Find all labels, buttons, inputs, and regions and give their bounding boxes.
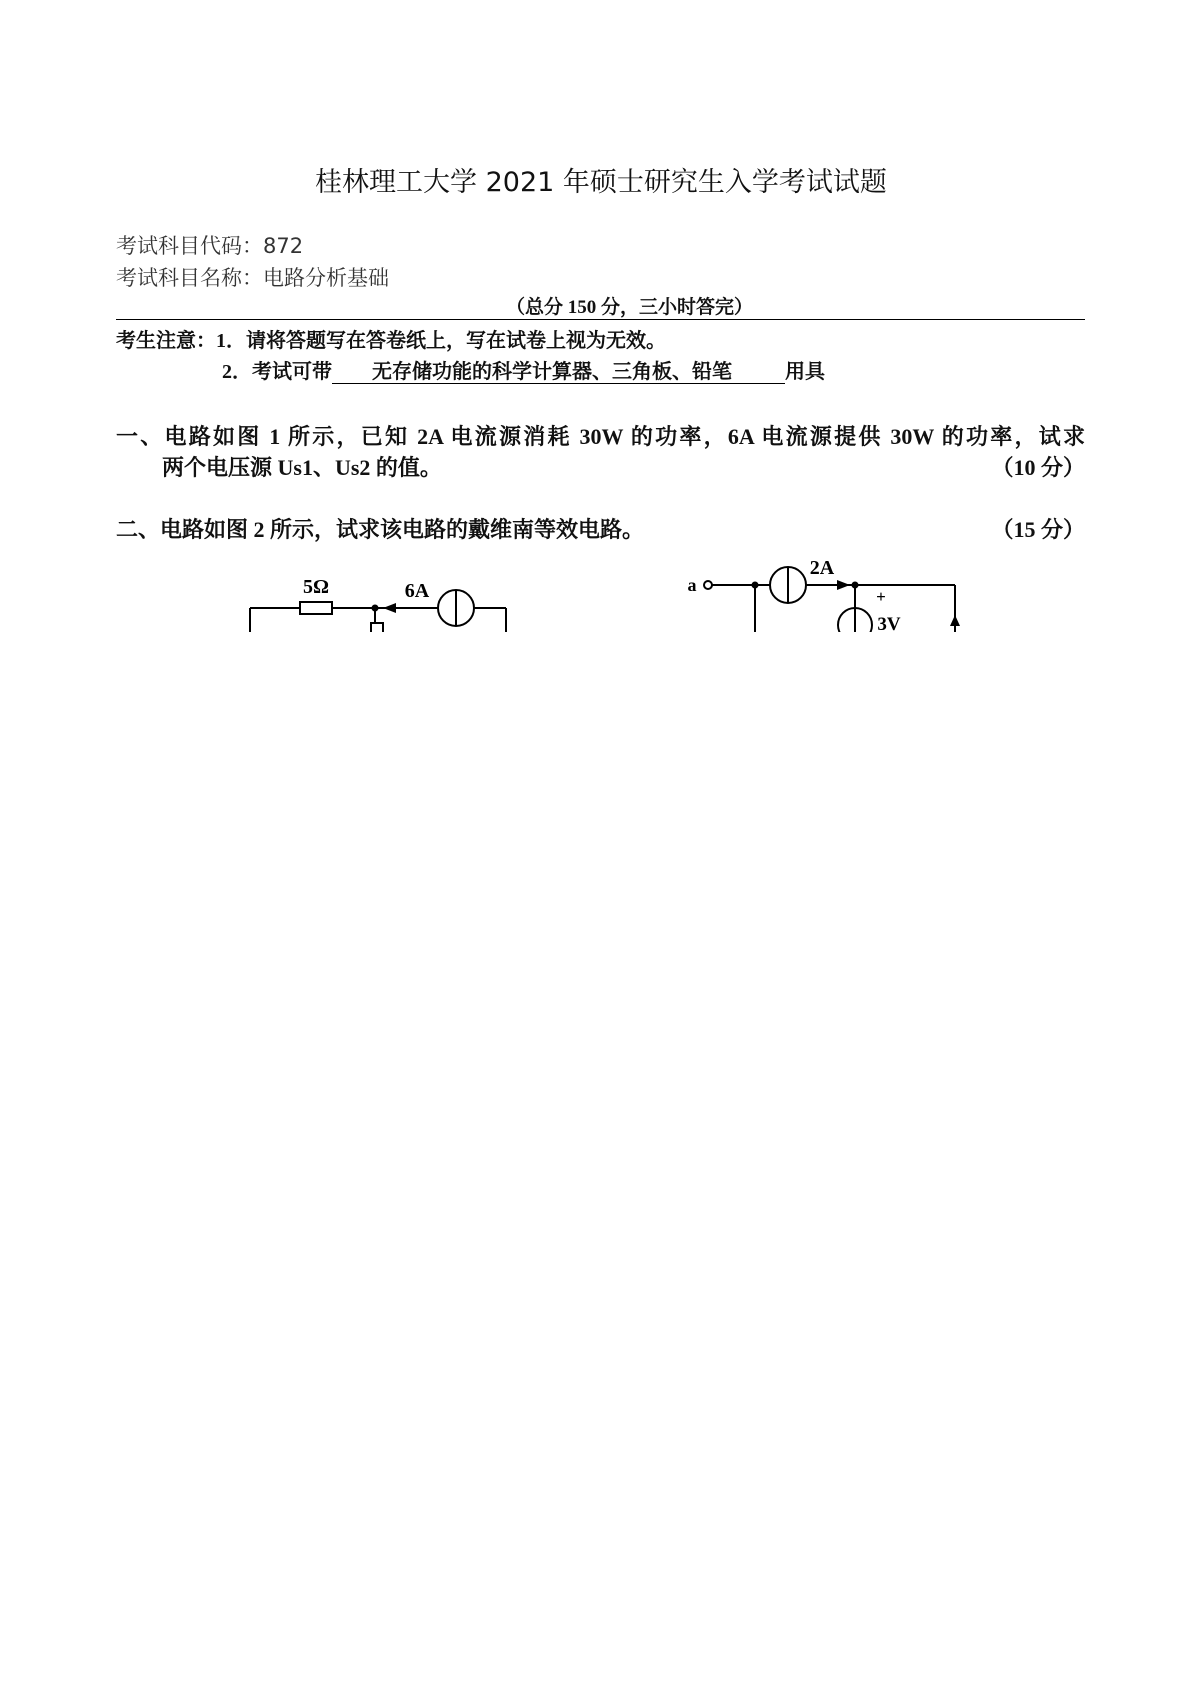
question-1-line-2 (162, 455, 1085, 481)
circuit-figures (0, 560, 1190, 632)
question-1-number: 一、 (116, 424, 165, 449)
fig2-polarity-plus: + (876, 587, 886, 606)
notice-item-2-prefix: 2．考试可带 (222, 361, 332, 383)
fig1-resistor-vertical (371, 623, 383, 632)
question-2-text-wrap (116, 517, 644, 543)
notice-item-2-tools: 无存储功能的科学计算器、三角板、铅笔 (332, 361, 785, 384)
fig2-arrow-up-icon (950, 615, 960, 626)
score-note: （总分 150 分，三小时答完） (506, 297, 754, 318)
fig2-node-dot-left (752, 582, 759, 589)
question-2-text: 电路如图 2 所示，试求该电路的戴维南等效电路。 (160, 517, 645, 542)
question-1-text-line-1: 电路如图 1 所示，已知 2A 电流源消耗 30W 的功率，6A 电流源提供 30W 的功率，试求 (164, 424, 1085, 449)
subject-name-label: 考试科目名称： (116, 266, 263, 290)
question-2-number: 二、 (116, 517, 161, 542)
subject-code-line (116, 233, 303, 259)
score-rule (116, 297, 1085, 320)
fig2-terminal-label: a (687, 575, 697, 595)
question-1-line-1 (116, 424, 1085, 450)
subject-code-label: 考试科目代码： (116, 234, 263, 258)
fig2-node-dot-right (852, 582, 859, 589)
fig1-resistor-label: 5Ω (302, 576, 330, 598)
figure-1-circuit (250, 590, 506, 632)
fig1-resistor-5ohm (300, 602, 332, 614)
exam-title: 桂林理工大学 2021 年硕士研究生入学考试试题 (315, 167, 887, 198)
notice-item-2-suffix: 用具 (785, 361, 825, 383)
fig2-voltage-label: 3V (877, 614, 901, 632)
notice-line-2 (222, 360, 825, 384)
fig1-current-label: 6A (404, 580, 430, 602)
subject-name: 电路分析基础 (263, 266, 389, 290)
question-2-line (116, 517, 1085, 543)
subject-code: 872 (263, 234, 304, 258)
question-2-points: （15 分） (991, 517, 1085, 542)
fig2-terminal-a (704, 581, 712, 589)
fig2-current-label: 2A (809, 560, 835, 579)
fig1-node-dot (372, 605, 379, 612)
subject-name-line (116, 265, 389, 291)
notice-item-1: 1．请将答题写在答卷纸上，写在试卷上视为无效。 (216, 330, 666, 352)
fig1-arrow-left-icon (383, 603, 396, 613)
notice-label: 考生注意： (116, 330, 216, 352)
fig2-arrow-right-icon (837, 580, 850, 590)
notice-line-1 (116, 329, 666, 353)
question-1-points: （10 分） (991, 455, 1085, 480)
question-1-text-line-2: 两个电压源 Us1、Us2 的值。 (162, 455, 442, 480)
